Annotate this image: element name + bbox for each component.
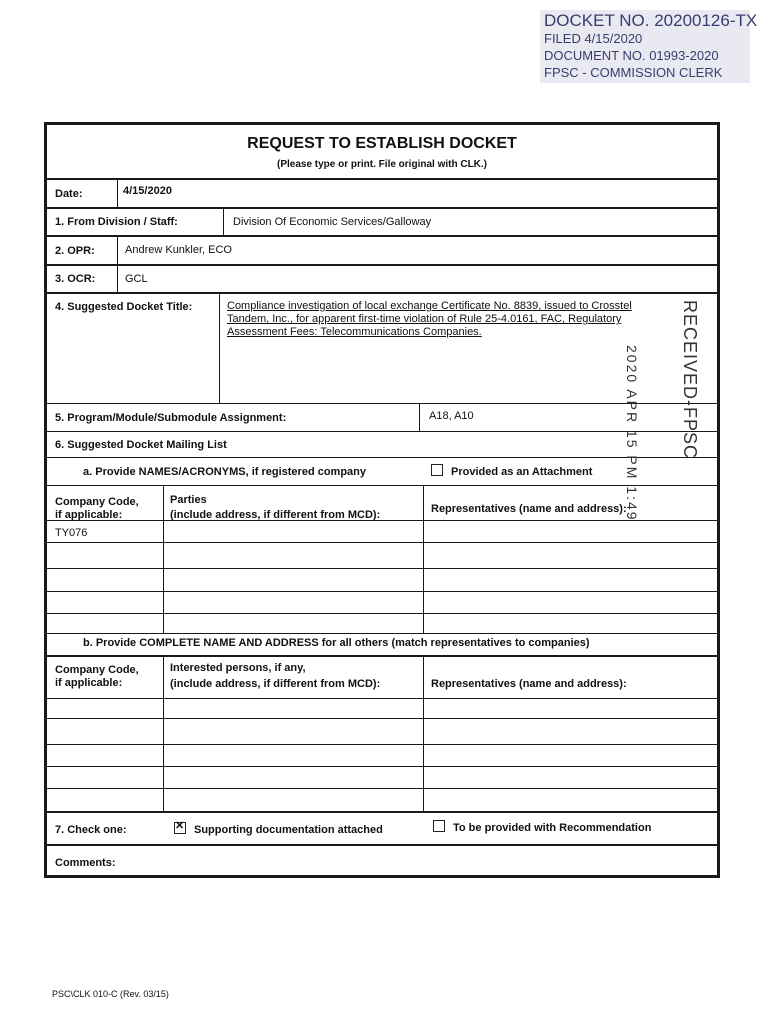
section-a-label: a. Provide NAMES/ACRONYMS, if registered company [83,466,367,478]
docket-title-line-3: Assessment Fees: Telecommunications Companies. [227,326,482,338]
parties-header-2: (include address, if different from MCD): [170,509,381,521]
date-label: Date: [55,188,83,200]
form-footer: PSC\CLK 010-C (Rev. 03/15) [52,989,169,999]
date-value: 4/15/2020 [123,185,172,197]
section-b-label: b. Provide COMPLETE NAME AND ADDRESS for all others (match representatives to companies) [83,637,590,649]
opr-value: Andrew Kunkler, ECO [125,244,232,256]
filed-date: FILED 4/15/2020 [544,31,643,46]
docket-number: DOCKET NO. 20200126-TX [544,11,758,30]
commission-clerk: FPSC - COMMISSION CLERK [544,65,723,80]
docket-stamp [540,10,758,83]
supporting-docs-option[interactable] [174,822,383,837]
docket-title-line-2: Tandem, Inc., for apparent first-time violation of Rule 25-4.0161, FAC, Regulatory [227,313,622,325]
docket-title-label: 4. Suggested Docket Title: [55,301,193,313]
recommendation-checkbox[interactable] [433,820,445,832]
representatives-header-b: Representatives (name and address): [431,678,627,690]
representatives-header-a: Representatives (name and address): [431,503,627,515]
check-one-label: 7. Check one: [55,824,127,836]
provided-attachment-label: Provided as an Attachment [451,466,593,478]
company-code-header-b-2: if applicable: [55,677,123,689]
program-value: A18, A10 [429,410,474,422]
company-code-header-1: Company Code, [55,496,139,508]
parties-header-1: Parties [170,494,207,506]
docket-title-line-1: Compliance investigation of local exchange Certificate No. 8839, issued to Crosstel [227,300,632,312]
company-code-header-2: if applicable: [55,509,123,521]
recommendation-option[interactable] [433,820,651,835]
form-subtitle: (Please type or print. File original with CLK.) [276,159,488,170]
company-code-value: TY076 [55,527,88,539]
supporting-docs-label: Supporting documentation attached [194,824,383,836]
form-title: REQUEST TO ESTABLISH DOCKET [247,135,517,152]
program-label: 5. Program/Module/Submodule Assignment: [55,412,287,424]
supporting-docs-checkbox[interactable] [174,822,186,834]
comments-label: Comments: [55,857,116,869]
from-value: Division Of Economic Services/Galloway [233,216,432,228]
ocr-value: GCL [125,273,148,285]
ocr-label: 3. OCR: [55,273,96,285]
document-number: DOCUMENT NO. 01993-2020 [544,48,719,63]
request-form [44,122,720,878]
provided-attachment-option[interactable] [431,464,592,479]
mailing-list-label: 6. Suggested Docket Mailing List [55,439,227,451]
opr-label: 2. OPR: [55,245,95,257]
interested-header-2: (include address, if different from MCD): [170,678,381,690]
provided-attachment-checkbox[interactable] [431,464,443,476]
interested-header-1: Interested persons, if any, [170,662,306,674]
recommendation-label: To be provided with Recommendation [453,822,652,834]
received-fpsc-stamp: RECEIVED-FPSC [680,300,700,460]
received-time-stamp: 2020 APR 15 PM 1:49 [624,345,640,522]
from-label: 1. From Division / Staff: [55,216,178,228]
company-code-header-b-1: Company Code, [55,664,139,676]
